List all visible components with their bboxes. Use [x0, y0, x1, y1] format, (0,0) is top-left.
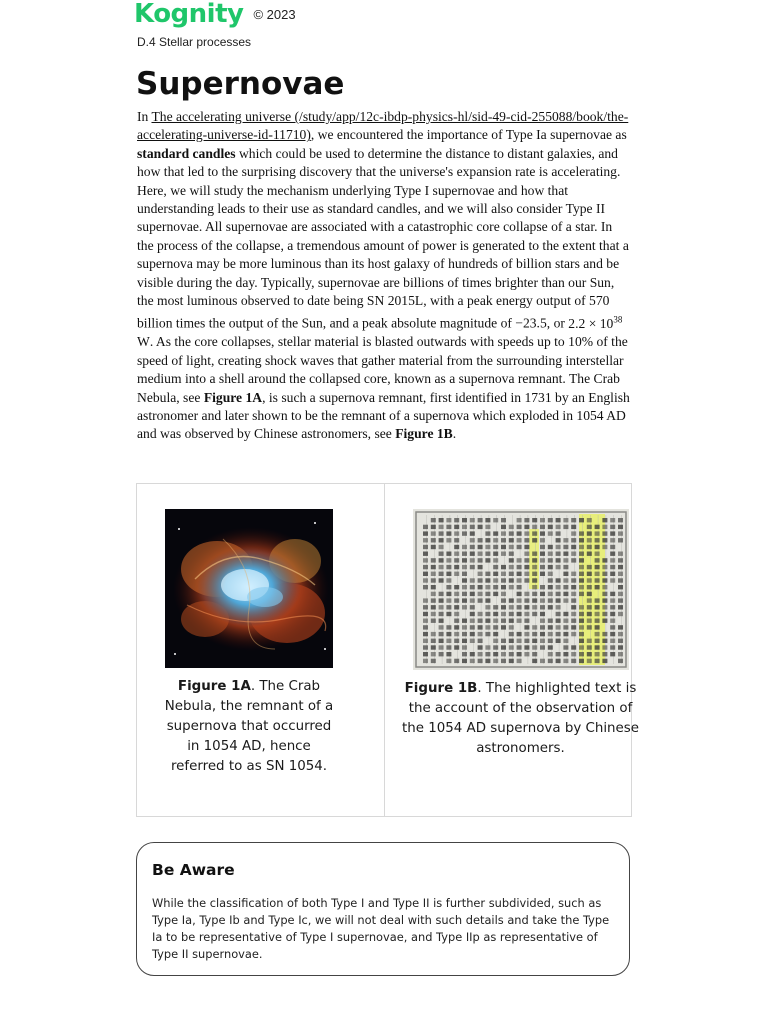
be-aware-title: Be Aware	[152, 861, 235, 879]
figure-1b-cell	[384, 484, 639, 816]
body-text-3: , or	[546, 316, 569, 331]
power-base: 2.2 × 10	[568, 316, 614, 331]
body-intro: In	[137, 109, 152, 124]
body-text-5: of the speed of light, creating shock waves that gather material from the surrounding interstellar medium into a shell around the collapsed core, known as a supernova remnant. The Crab Nebula, see	[137, 334, 628, 405]
be-aware-box	[136, 842, 630, 976]
body-text-1: , we encountered the importance of Type Ia supernovae as	[310, 127, 627, 143]
page-header	[134, 0, 296, 28]
figure-1b-caption-text: . The highlighted text is the account of the observation of the 1054 AD supernova by Chinese astronomers.	[401, 681, 639, 756]
figure-1a-caption	[159, 677, 339, 777]
figure-1a-caption-text: . The Crab Nebula, the remnant of a supernova that occurred in 1054 AD, hence referred to as SN 1054.	[164, 679, 334, 774]
page-title: Supernovae	[136, 66, 345, 102]
body-text-2: which could be used to determine the distance to distant galaxies, and how that led to the surprising discovery that the universe's expansion rate is accelerating. Here, we will study the mechanism underlying Type I supernovae and how that understanding leads to their use as standard candles, and we will also consider Type II supernovae. All supernovae are associated with a catastrophic core collapse of a star. In the process of the collapse, a tremendous amount of power is generated to the extent that a supernova may be more luminous than its host galaxy of hundreds of billion stars and be visible during the day. Typically, supernovae are billions of times brighter than our Sun, the most luminous observed to date being SN 2015L, with a peak energy output of 570 billion times the output of the Sun, and a peak absolute magnitude of	[137, 145, 629, 331]
figure-1b-label: Figure 1B	[404, 681, 478, 696]
copyright-text: © 2023	[253, 6, 296, 22]
power-unit: W	[137, 334, 150, 350]
figure-1a-label: Figure 1A	[177, 679, 251, 694]
figure-1a-reference: Figure 1A	[203, 389, 263, 405]
accelerating-universe-link[interactable]: The accelerating universe (/study/app/12c-ibdp-physics-hl/sid-49-cid-255088/book/the-accelerating-universe-id-11710)	[137, 109, 629, 143]
crab-nebula-image	[165, 509, 333, 668]
kognity-logo: Kognity	[134, 0, 244, 29]
figures-table	[136, 483, 639, 817]
figure-1b-caption	[401, 679, 641, 759]
chinese-manuscript-image	[413, 509, 629, 670]
body-text-4: . As the core collapses, stellar material is blasted outwards with speeds up to	[149, 334, 569, 350]
figure-1a-cell	[137, 484, 384, 816]
percent-value: 10%	[568, 334, 594, 350]
standard-candles-term: standard candles	[137, 145, 236, 161]
be-aware-text: While the classification of both Type I and Type II is further subdivided, such as Type Ia, Type Ib and Type Ic, we will not deal with such details and take the Type Ia to be representative of Type I supernovae, and Type IIp as representative of Type II supernovae.	[152, 896, 610, 961]
magnitude-value: −23.5	[515, 316, 547, 331]
body-text-6: , is such a supernova remnant, first identified in 1731 by an English astronomer and later shown to be the remnant of a supernova which exploded in 1054 AD and was observed by Chinese astronomers, see	[137, 389, 630, 442]
body-paragraph	[137, 108, 632, 444]
body-text-7: .	[452, 426, 457, 442]
power-exponent: 38	[613, 314, 623, 325]
figure-1b-reference: Figure 1B	[395, 426, 453, 442]
breadcrumb: D.4 Stellar processes	[137, 35, 252, 49]
